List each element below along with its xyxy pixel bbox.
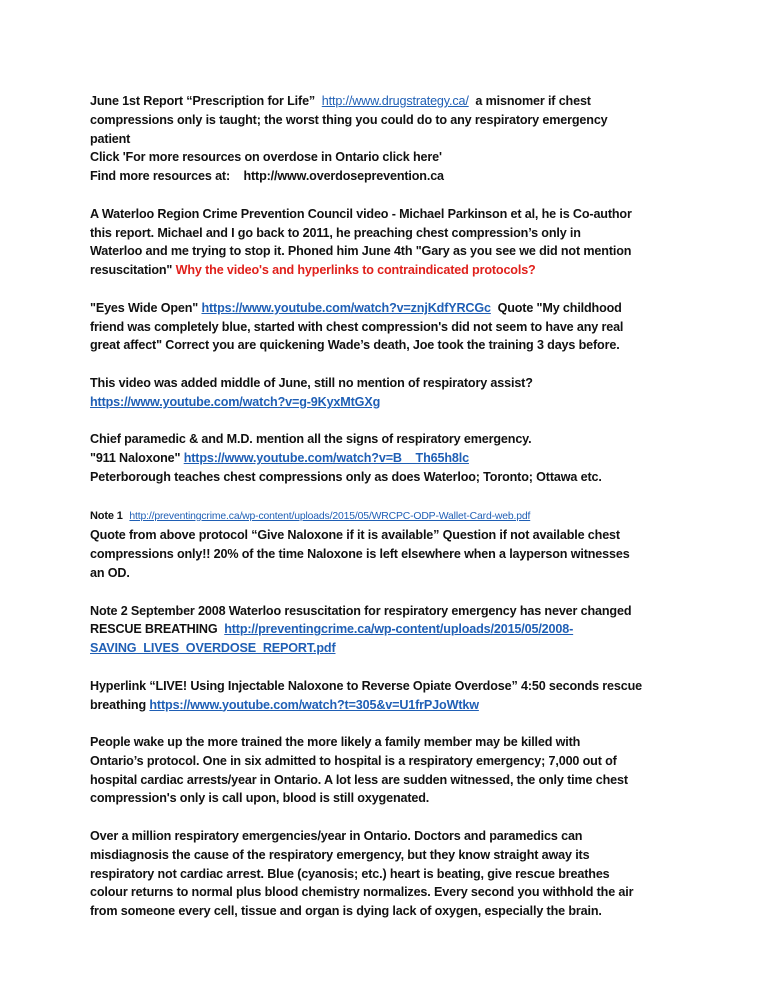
note-1-quote-line: Quote from above protocol “Give Naloxone if it is available” Question if not available chest	[90, 528, 620, 543]
waterloo-line-2: this report. Michael and I go back to 2011, he preaching chest compression’s only in	[90, 225, 581, 240]
resources-line	[90, 167, 690, 186]
peterborough-line: Peterborough teaches chest compressions only as does Waterloo; Toronto; Ottawa etc.	[90, 469, 602, 484]
paragraph-hyperlink-live	[90, 677, 690, 715]
waterloo-line-4	[90, 261, 690, 280]
report-line-2: compressions only is taught; the worst thing you could do to any respiratory emergency	[90, 112, 608, 127]
paragraph-report	[90, 92, 690, 186]
rescue-breathing-label: RESCUE BREATHING	[90, 622, 218, 637]
paragraph-added-june	[90, 374, 690, 412]
live-naloxone-line: Hyperlink “LIVE! Using Injectable Naloxone to Reverse Opiate Overdose” 4:50 seconds rescue	[90, 678, 643, 693]
paragraph-note-2	[90, 602, 690, 658]
million-line-3: respiratory not cardiac arrest. Blue (cyanosis; etc.) heart is beating, give rescue breathes	[90, 866, 610, 881]
note-1-label: Note 1	[90, 509, 123, 522]
youtube-link-eyes-wide-open[interactable]: https://www.youtube.com/watch?v=znjKdfYRCGc	[201, 300, 491, 315]
million-line-5: from someone every cell, tissue and organ is dying lack of oxygen, especially the brain.	[90, 904, 602, 919]
report-line-1-suffix: a misnomer if chest	[475, 94, 591, 108]
paragraph-eyes-wide-open	[90, 299, 690, 355]
youtube-link-june-video[interactable]: https://www.youtube.com/watch?v=g-9KyxMtGXg	[90, 394, 381, 409]
note-2-line: Note 2 September 2008 Waterloo resuscitation for respiratory emergency has never changed	[90, 603, 632, 618]
drugstrategy-link[interactable]: http://www.drugstrategy.ca/	[321, 94, 469, 108]
naloxone-911-title: "911 Naloxone"	[90, 451, 181, 466]
report-line-1	[90, 92, 690, 111]
paragraph-chief-paramedic	[90, 430, 690, 486]
note-1-line-4: an OD.	[90, 565, 130, 580]
wake-up-line-3: hospital cardiac arrests/year in Ontario. A lot less are sudden witnessed, the only time chest	[90, 772, 628, 787]
youtube-link-live-naloxone[interactable]: https://www.youtube.com/watch?t=305&v=U1frPJoWtkw	[149, 697, 479, 712]
resources-label: Find more resources at:	[90, 169, 231, 184]
breathing-label: breathing	[90, 697, 147, 712]
added-june-line: This video was added middle of June, still no mention of respiratory assist?	[90, 375, 533, 390]
wallet-card-pdf-link[interactable]: http://preventingcrime.ca/wp-content/uploads/2015/05/WRCPC-ODP-Wallet-Card-web.pdf	[129, 510, 531, 522]
youtube-link-911-naloxone[interactable]: https://www.youtube.com/watch?v=B__Th65h8lc	[183, 451, 469, 466]
chief-paramedic-line: Chief paramedic & and M.D. mention all the signs of respiratory emergency.	[90, 432, 532, 447]
paragraph-wake-up	[90, 733, 690, 808]
naloxone-911-line	[90, 449, 690, 468]
contraindicated-question: Why the video's and hyperlinks to contraindicated protocols?	[175, 263, 536, 278]
waterloo-line-3: Waterloo and me trying to stop it. Phoned him June 4th "Gary as you see we did not mention	[90, 244, 632, 259]
million-line-1: Over a million respiratory emergencies/year in Ontario. Doctors and paramedics can	[90, 829, 583, 844]
wake-up-line-1: People wake up the more trained the more likely a family member may be killed with	[90, 735, 581, 750]
million-line-2: misdiagnosis the cause of the respiratory emergency, but they know straight away its	[90, 847, 590, 862]
report-line-3: patient	[90, 131, 131, 146]
note-1-line	[90, 506, 690, 527]
overdose-report-link[interactable]: http://preventingcrime.ca/wp-content/uploads/2015/05/2008-	[224, 622, 574, 637]
document-page	[90, 92, 690, 921]
eyes-line-1	[90, 299, 690, 318]
paragraph-note-1	[90, 506, 690, 583]
waterloo-line-4-text: resuscitation"	[90, 263, 173, 278]
note-1-line-3: compressions only!! 20% of the time Naloxone is left elsewhere when a layperson witnesses	[90, 547, 630, 562]
waterloo-line-1: A Waterloo Region Crime Prevention Council video - Michael Parkinson et al, he is Co-author	[90, 206, 632, 221]
paragraph-waterloo-video	[90, 205, 690, 280]
breathing-link-line	[90, 696, 690, 715]
report-title: June 1st Report “Prescription for Life”	[90, 94, 316, 108]
rescue-breathing-line	[90, 620, 690, 639]
resources-click-text: Click 'For more resources on overdose in Ontario click here'	[90, 150, 442, 165]
eyes-line-3: great affect" Correct you are quickening Wade’s death, Joe took the training 3 days before.	[90, 338, 620, 353]
million-line-4: colour returns to normal plus blood chemistry normalizes. Every second you withhold the air	[90, 885, 634, 900]
eyes-wide-open-title: "Eyes Wide Open"	[90, 300, 199, 315]
paragraph-million-emergencies	[90, 827, 690, 921]
eyes-line-2: friend was completely blue, started with chest compression's did not seem to have any real	[90, 319, 624, 334]
wake-up-line-2: Ontario’s protocol. One in six admitted to hospital is a respiratory emergency; 7,000 out of	[90, 753, 617, 768]
overdose-report-link-continued[interactable]: SAVING_LIVES_OVERDOSE_REPORT.pdf	[90, 641, 336, 656]
wake-up-line-4: compression's only is call upon, blood is still oxygenated.	[90, 791, 430, 806]
overdoseprevention-url: http://www.overdoseprevention.ca	[243, 169, 444, 184]
eyes-line-1-suffix: Quote "My childhood	[497, 300, 622, 315]
